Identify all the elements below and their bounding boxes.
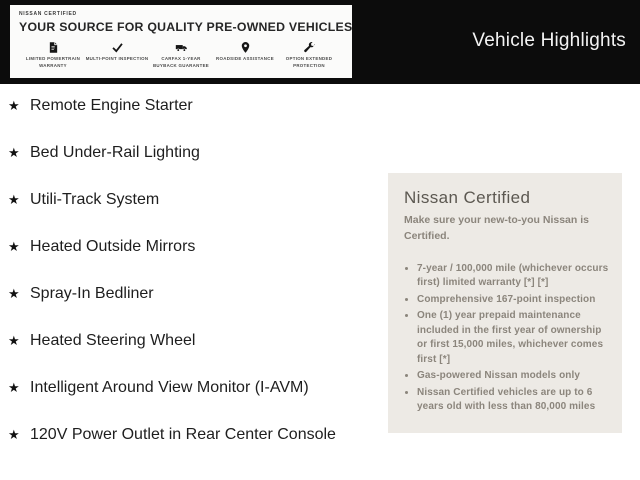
feature-list [8,95,364,471]
cpo-benefit [85,41,149,70]
feature-label: Intelligent Around View Monitor (I-AVM) [30,379,309,396]
feature-label: Spray-In Bedliner [30,285,154,302]
benefit-label: MULTI-POINT INSPECTION [85,56,149,61]
cpo-benefits-row [19,41,343,70]
nissan-certified-panel [388,173,622,433]
feature-item [8,95,364,117]
feature-label: Utili-Track System [30,191,160,208]
panel-bullet: • One (1) year prepaid maintenance included in the first year of ownership or first 15,000 miles, whichever comes first [*] [417,309,610,367]
star-icon [8,424,30,446]
feature-item [8,424,364,446]
star-icon [8,142,30,164]
benefit-label: OPTION EXTENDED PROTECTION [285,56,333,68]
panel-bullet: • 7-year / 100,000 mile (whichever occurs first) limited warranty [*] [*] [417,262,610,291]
feature-label: 120V Power Outlet in Rear Center Console [30,426,336,443]
header-banner [0,0,640,84]
feature-item [8,142,364,164]
star-icon [8,95,30,117]
feature-label: Heated Outside Mirrors [30,238,196,255]
certificate-icon [47,41,60,54]
cpo-benefit [21,41,85,70]
panel-subtitle: Make sure your new-to-you Nissan is Certified. [404,214,589,243]
feature-item [8,236,364,258]
star-icon [8,377,30,399]
benefit-label: ROADSIDE ASSISTANCE [216,56,274,61]
benefit-label: LIMITED POWERTRAIN WARRANTY [25,56,81,68]
cpo-benefit [149,41,213,70]
certified-preowned-card [10,5,352,78]
feature-item [8,330,364,352]
feature-item [8,189,364,211]
panel-bullet: • Nissan Certified vehicles are up to 6 years old with less than 80,000 miles [417,386,610,415]
star-icon [8,283,30,305]
feature-item [8,377,364,399]
page-title: Vehicle Highlights [472,30,626,51]
star-icon [8,189,30,211]
pin-icon [239,41,252,54]
check-icon [111,41,124,54]
panel-bullet-list [404,262,610,415]
panel-bullet: • Comprehensive 167-point inspection [417,293,610,308]
cpo-eyebrow: NISSAN CERTIFIED [19,11,77,17]
panel-bullet: • Gas-powered Nissan models only [417,369,610,384]
star-icon [8,236,30,258]
star-icon [8,330,30,352]
feature-label: Bed Under-Rail Lighting [30,144,200,161]
feature-item [8,283,364,305]
truck-icon [175,41,188,54]
cpo-benefit [213,41,277,70]
feature-label: Remote Engine Starter [30,97,193,114]
benefit-label: CARFAX 1-YEAR BUYBACK GUARANTEE [152,56,210,68]
wrench-icon [303,41,316,54]
panel-title: Nissan Certified [404,188,531,207]
cpo-headline: YOUR SOURCE FOR QUALITY PRE-OWNED VEHICLES [19,20,353,34]
cpo-benefit [277,41,341,70]
feature-label: Heated Steering Wheel [30,332,196,349]
